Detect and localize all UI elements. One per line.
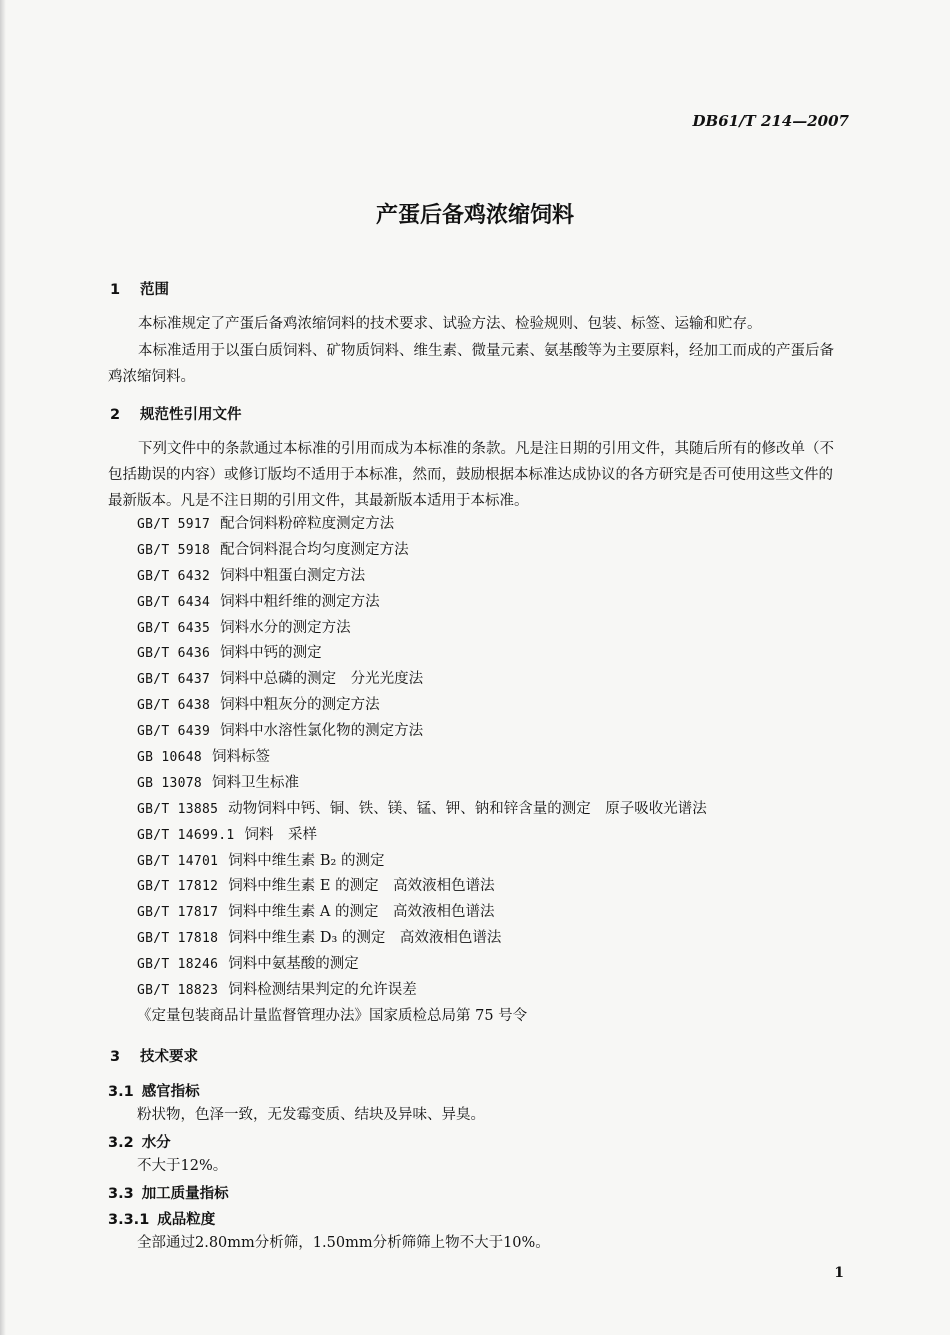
reference-item xyxy=(137,952,707,978)
reference-item xyxy=(137,538,707,564)
reference-regulation: 《定量包装商品计量监督管理办法》国家质检总局第 75 号令 xyxy=(137,1007,528,1024)
reference-title: 饲料中粗灰分的测定方法 xyxy=(220,697,380,714)
section-1-paragraph-2: 本标准适用于以蛋白质饲料、矿物质饲料、维生素、微量元素、氨基酸等为主要原料，经加工而成的产蛋后备鸡浓缩饲料。 xyxy=(108,343,834,385)
reference-code: GB/T 14699.1 xyxy=(137,827,235,843)
section-2-heading xyxy=(110,403,242,424)
subsection-3-3-1-heading xyxy=(108,1208,215,1229)
reference-item xyxy=(137,745,707,771)
standard-code: DB61/T 214—2007 xyxy=(692,112,849,130)
reference-code: GB/T 6437 xyxy=(137,672,211,688)
section-2-intro: 下列文件中的条款通过本标准的引用而成为本标准的条款。凡是注日期的引用文件，其随后所有的修改单（不包括勘误的内容）或修订版均不适用于本标准，然而，鼓励根据本标准达成协议的各方研究是否可使用这些文件的最新版本。凡是不注日期的引用文件，其最新版本适用于本标准。 xyxy=(108,441,834,509)
reference-title: 配合饲料粉碎粒度测定方法 xyxy=(220,516,395,532)
section-number: 3 xyxy=(110,1049,121,1065)
reference-code: GB/T 14701 xyxy=(137,853,219,869)
reference-item xyxy=(137,874,707,900)
section-title: 技术要求 xyxy=(140,1049,198,1065)
reference-code: GB/T 18823 xyxy=(137,983,219,999)
subsection-3-3-heading xyxy=(108,1182,229,1203)
section-number: 1 xyxy=(110,282,121,298)
reference-title: 饲料中维生素 B₂ 的测定 xyxy=(228,852,385,869)
reference-item xyxy=(137,564,707,590)
reference-item xyxy=(137,926,707,952)
reference-code: GB/T 18246 xyxy=(137,957,219,973)
reference-title: 配合饲料混合均匀度测定方法 xyxy=(220,541,409,558)
reference-item xyxy=(137,590,707,616)
reference-title: 饲料 采样 xyxy=(244,826,318,843)
reference-code: GB/T 17818 xyxy=(137,931,219,947)
subsection-title: 成品粒度 xyxy=(157,1212,216,1228)
reference-title: 饲料水分的测定方法 xyxy=(220,619,351,636)
reference-list xyxy=(137,512,707,1030)
section-1-paragraph-1: 本标准规定了产蛋后备鸡浓缩饲料的技术要求、试验方法、检验规则、包装、标签、运输和贮存。 xyxy=(138,316,762,332)
section-number: 2 xyxy=(110,407,121,423)
reference-title: 饲料中维生素 D₃ 的测定 高效液相色谱法 xyxy=(228,930,502,947)
reference-code: GB/T 6438 xyxy=(137,698,211,714)
page-number: 1 xyxy=(834,1265,844,1281)
section-1-heading xyxy=(110,278,169,299)
reference-title: 饲料中总磷的测定 分光光度法 xyxy=(220,671,424,688)
reference-title: 饲料标签 xyxy=(212,749,271,766)
subsection-3-2-heading xyxy=(108,1131,171,1152)
reference-item xyxy=(137,823,707,849)
reference-title: 饲料检测结果判定的允许误差 xyxy=(228,982,417,999)
reference-item xyxy=(137,512,707,538)
reference-code: GB 10648 xyxy=(137,750,203,766)
reference-code: GB/T 5917 xyxy=(137,517,211,532)
reference-item xyxy=(137,771,707,797)
reference-title: 饲料中维生素 A 的测定 高效液相色谱法 xyxy=(228,904,495,921)
reference-item xyxy=(137,849,707,875)
reference-title: 饲料中钙的测定 xyxy=(220,645,322,662)
subsection-title: 感官指标 xyxy=(141,1084,200,1100)
reference-code: GB 13078 xyxy=(137,775,203,791)
section-title: 范围 xyxy=(140,282,169,298)
reference-title: 饲料中粗蛋白测定方法 xyxy=(220,567,366,584)
subsection-title: 水分 xyxy=(141,1135,171,1151)
subsection-number: 3.3 xyxy=(108,1186,134,1202)
reference-code: GB/T 6439 xyxy=(137,724,211,740)
reference-code: GB/T 5918 xyxy=(137,542,211,558)
subsection-3-2-text: 不大于12%。 xyxy=(137,1158,228,1174)
subsection-number: 3.3.1 xyxy=(108,1212,150,1228)
subsection-3-1-heading xyxy=(108,1080,200,1101)
reference-item xyxy=(137,900,707,926)
reference-code: GB/T 17812 xyxy=(137,879,219,895)
reference-item xyxy=(137,667,707,693)
reference-item xyxy=(137,693,707,719)
subsection-number: 3.2 xyxy=(108,1135,134,1151)
reference-item xyxy=(137,797,707,823)
reference-code: GB/T 6435 xyxy=(137,620,211,636)
reference-item xyxy=(137,978,707,1004)
reference-title: 饲料卫生标准 xyxy=(212,774,300,791)
reference-title: 饲料中维生素 E 的测定 高效液相色谱法 xyxy=(228,878,495,895)
section-3-heading xyxy=(110,1045,198,1066)
reference-title: 饲料中粗纤维的测定方法 xyxy=(220,593,380,610)
subsection-number: 3.1 xyxy=(108,1084,134,1100)
reference-title: 动物饲料中钙、铜、铁、镁、锰、钾、钠和锌含量的测定 原子吸收光谱法 xyxy=(228,800,707,817)
reference-title: 饲料中水溶性氯化物的测定方法 xyxy=(220,723,424,740)
subsection-title: 加工质量指标 xyxy=(141,1186,229,1202)
reference-item xyxy=(137,641,707,667)
reference-code: GB/T 17817 xyxy=(137,905,219,921)
reference-title: 饲料中氨基酸的测定 xyxy=(228,956,359,973)
subsection-3-1-text: 粉状物，色泽一致，无发霉变质、结块及异味、异臭。 xyxy=(137,1107,485,1123)
reference-code: GB/T 6434 xyxy=(137,594,211,610)
subsection-3-3-1-text: 全部通过2.80mm分析筛，1.50mm分析筛筛上物不大于10%。 xyxy=(137,1235,550,1251)
reference-code: GB/T 6432 xyxy=(137,568,211,584)
reference-code: GB/T 13885 xyxy=(137,801,219,817)
reference-item xyxy=(137,616,707,642)
document-title: 产蛋后备鸡浓缩饲料 xyxy=(375,203,574,228)
reference-code: GB/T 6436 xyxy=(137,646,211,662)
reference-item xyxy=(137,719,707,745)
section-title: 规范性引用文件 xyxy=(140,407,242,423)
